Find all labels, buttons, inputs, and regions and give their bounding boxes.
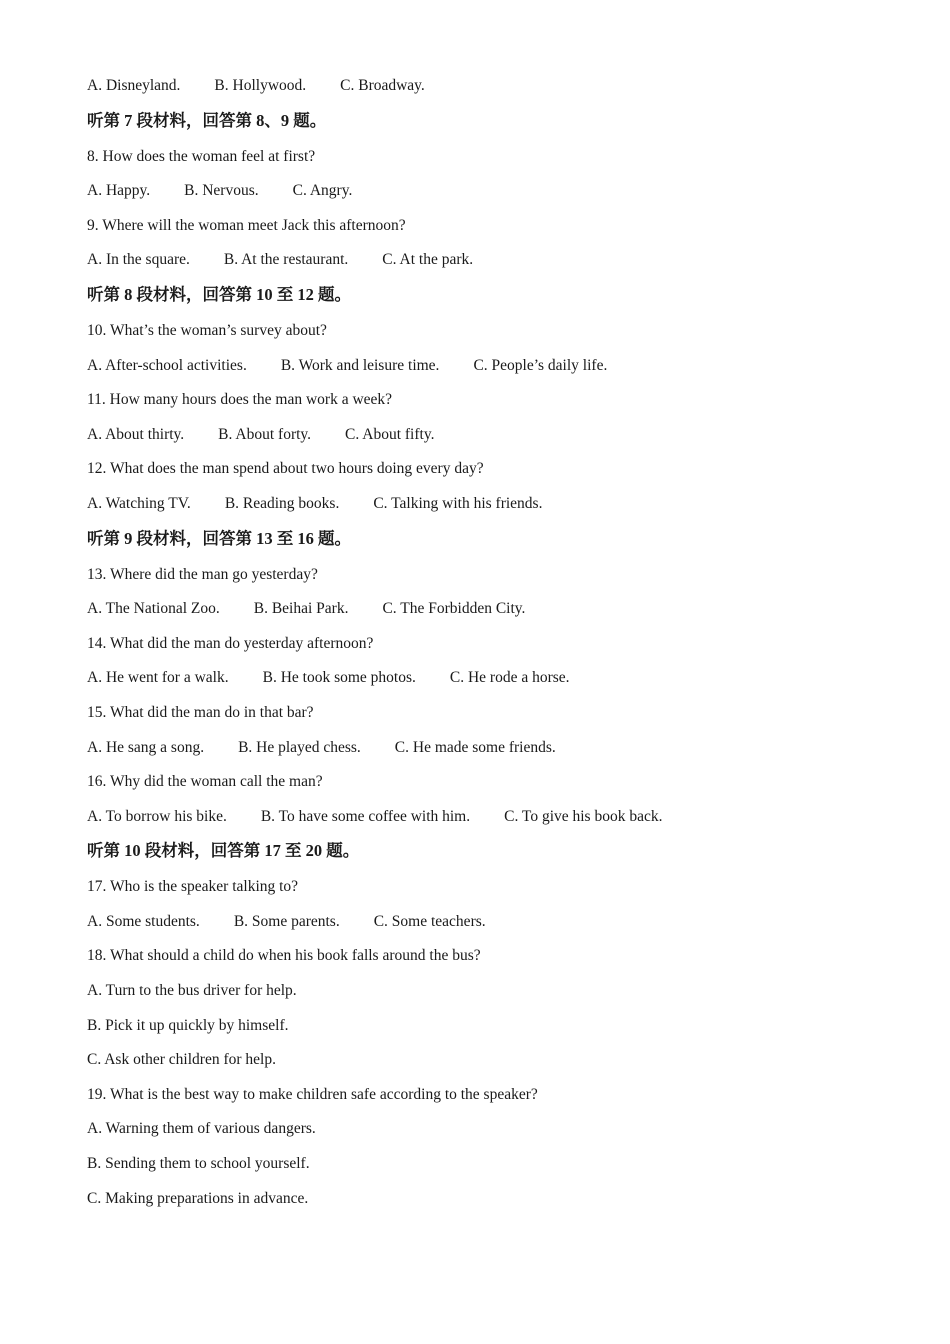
answer-option: C. Making preparations in advance.	[87, 1189, 309, 1207]
answer-options	[87, 422, 907, 457]
answer-option: C. People’s daily life.	[473, 356, 608, 374]
question-text: 13. Where did the man go yesterday?	[87, 565, 318, 583]
question-text: 12. What does the man spend about two hours doing every day?	[87, 460, 484, 478]
answer-option: C. Talking with his friends.	[373, 494, 543, 512]
exam-page	[87, 73, 907, 1220]
answer-option: B. Reading books.	[224, 494, 340, 512]
listening-section	[87, 73, 907, 1220]
answer-options	[87, 353, 907, 388]
question-text: 9. Where will the woman meet Jack this afternoon?	[87, 216, 406, 234]
answer-option: B. He played chess.	[238, 738, 361, 756]
section-heading: 听第 9 段材料，回答第 13 至 16 题。	[87, 528, 351, 548]
answer-options	[87, 73, 907, 108]
question-text: 18. What should a child do when his book falls around the bus?	[87, 947, 481, 965]
answer-option: C. To give his book back.	[504, 807, 663, 825]
question-text: 17. Who is the speaker talking to?	[87, 878, 299, 896]
answer-option: B. Some parents.	[233, 912, 340, 930]
answer-option: A. About thirty.	[87, 425, 185, 443]
question-text: 15. What did the man do in that bar?	[87, 703, 314, 721]
question-text: 10. What’s the woman’s survey about?	[87, 321, 327, 339]
answer-options	[87, 247, 907, 282]
answer-option: B. About forty.	[218, 425, 312, 443]
answer-option: B. Pick it up quickly by himself.	[87, 1016, 289, 1034]
answer-option: A. After-school activities.	[87, 356, 247, 374]
answer-option: C. Broadway.	[340, 77, 425, 94]
answer-option: C. At the park.	[382, 251, 474, 269]
answer-option: A. Disneyland.	[87, 77, 181, 94]
answer-option: A. He sang a song.	[87, 738, 205, 756]
answer-option: A. Watching TV.	[87, 494, 191, 512]
answer-option: B. To have some coffee with him.	[260, 807, 471, 825]
answer-option: A. Warning them of various dangers.	[87, 1120, 316, 1138]
answer-option: B. Nervous.	[184, 182, 259, 200]
question-text: 16. Why did the woman call the man?	[87, 773, 323, 791]
answer-options	[87, 804, 907, 839]
answer-option: B. Hollywood.	[214, 77, 307, 94]
answer-option: C. The Forbidden City.	[382, 600, 526, 618]
answer-options	[87, 491, 907, 526]
question-text: 19. What is the best way to make children safe according to the speaker?	[87, 1085, 538, 1103]
answer-option: C. Some teachers.	[373, 912, 486, 930]
question-text: 11. How many hours does the man work a week?	[87, 391, 393, 409]
answer-option: C. He made some friends.	[394, 738, 556, 756]
answer-option: B. Sending them to school yourself.	[87, 1155, 310, 1173]
answer-option: C. Ask other children for help.	[87, 1051, 276, 1069]
answer-option: A. Happy.	[87, 182, 151, 200]
question-text: 8. How does the woman feel at first?	[87, 147, 316, 165]
answer-options	[87, 909, 907, 944]
answer-option: C. He rode a horse.	[449, 669, 570, 687]
answer-option: A. Turn to the bus driver for help.	[87, 982, 297, 1000]
answer-option: A. To borrow his bike.	[87, 807, 227, 825]
answer-options	[87, 735, 907, 770]
answer-option: A. The National Zoo.	[87, 600, 220, 618]
answer-option: C. Angry.	[292, 182, 353, 200]
question-text: 14. What did the man do yesterday afternoon?	[87, 634, 374, 652]
answer-option: C. About fifty.	[345, 425, 435, 443]
answer-option: B. Work and leisure time.	[280, 356, 440, 374]
answer-option: B. At the restaurant.	[223, 251, 349, 269]
answer-option: B. He took some photos.	[262, 669, 416, 687]
answer-option: A. In the square.	[87, 251, 190, 269]
section-heading: 听第 7 段材料，回答第 8、9 题。	[87, 110, 327, 130]
answer-option: A. Some students.	[87, 912, 200, 930]
answer-options	[87, 596, 907, 631]
answer-options	[87, 178, 907, 213]
section-heading: 听第 10 段材料，回答第 17 至 20 题。	[87, 841, 360, 861]
answer-options	[87, 665, 907, 700]
answer-option: B. Beihai Park.	[253, 600, 349, 618]
answer-option: A. He went for a walk.	[87, 669, 229, 687]
section-heading: 听第 8 段材料，回答第 10 至 12 题。	[87, 284, 351, 304]
